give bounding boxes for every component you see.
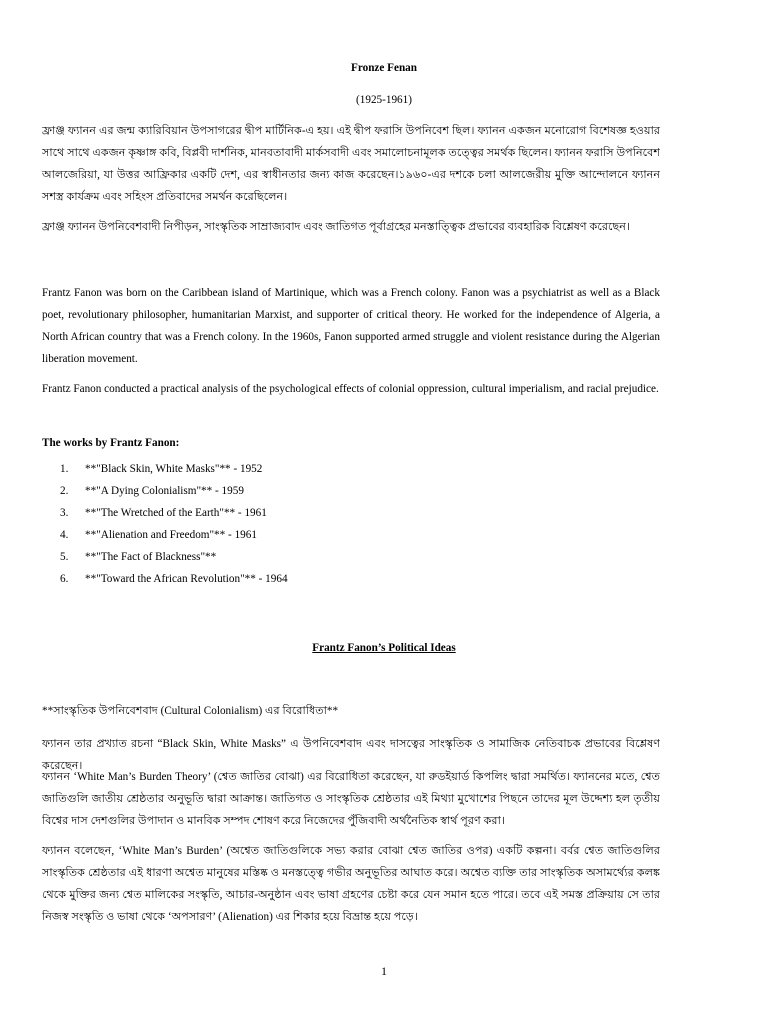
works-heading: The works by Frantz Fanon: [42,437,180,449]
bengali-summary-paragraph: ফ্রাঞ্জ ফ্যানন উপনিবেশবাদী নিপীড়ন, সাংস্কৃতিক সাম্রাজ্যবাদ এবং জাতিগত পূর্বাগ্রহের মনস্তাত্ত্বিক প্রভাবের ব্যবহারিক বিশ্লেষণ করেছেন। [42,221,630,233]
list-text: **"The Fact of Blackness"** [85,551,217,563]
list-text: **"Alienation and Freedom"** - 1961 [85,529,257,541]
bengali-burden-theory-paragraph: ফ্যানন ‘White Man’s Burden Theory’ (শ্বেত জাতির বোঝা) এর বিরোধিতা করেছেন, যা রুডইয়ার্ড কিপলিং দ্বারা সমর্থিত। ফ্যাননের মতে, শ্বেত জাতিগুলি জাতীয় শ্রেষ্ঠতার অনুভূতি দ্বারা আক্রান্ত। জাতিগত ও সাংস্কৃতিক শ্রেষ্ঠতার এই মিথ্যা মুখোশের পিছনে তাদের মূল উদ্দেশ্য হল তৃতীয় বিশ্বের দাস দেশগুলির উপাদান ও মানবিক সম্পদ শোষণ করে নিজেদের পুঁজিবাদী অর্থনৈতিক স্বার্থ পূরণ করা। [42,771,660,827]
list-text: **"Black Skin, White Masks"** - 1952 [85,463,263,475]
political-ideas-heading: Frantz Fanon’s Political Ideas [312,642,456,654]
list-number: 2. [60,485,69,497]
cultural-colonialism-heading: **সাংস্কৃতিক উপনিবেশবাদ (Cultural Colonialism) এর বিরোধিতা** [42,705,339,717]
list-number: 6. [60,573,69,585]
list-text: **"A Dying Colonialism"** - 1959 [85,485,244,497]
list-number: 5. [60,551,69,563]
list-item [60,480,660,502]
list-text: **"The Wretched of the Earth"** - 1961 [85,507,267,519]
bengali-intro-paragraph: ফ্রাঞ্জ ফ্যানন এর জন্ম ক্যারিবিয়ান উপসাগরের দ্বীপ মার্টিনিক-এ হয়। এই দ্বীপ ফরাসি উপনিবেশ ছিল। ফ্যানন একজন মনোরোগ বিশেষজ্ঞ হওয়ার সাথে সাথে একজন কৃষ্ণাঙ্গ কবি, বিপ্লবী দার্শনিক, মানবতাবাদী মার্কসবাদী এবং সমালোচনামূলক তত্ত্বের সমর্থক ছিলেন। ফ্যানন ফরাসি উপনিবেশ আলজেরিয়া, যা উত্তর আফ্রিকার একটি দেশ, এর স্বাধীনতার জন্য কাজ করেছেন।১৯৬০-এর দশকে চলা আলজেরীয় মুক্তি আন্দোলনে ফ্যানন সশস্ত্র কার্যক্রম এবং সহিংস প্রতিবাদের সমর্থন করেছিলেন। [42,125,660,203]
works-list [60,458,660,590]
doc-title: Fronze Fenan [351,62,417,74]
page-number: 1 [381,964,387,978]
list-item [60,524,660,546]
list-text: **"Toward the African Revolution"** - 1964 [85,573,288,585]
list-number: 4. [60,529,69,541]
list-item [60,458,660,480]
english-intro-paragraph: Frantz Fanon was born on the Caribbean island of Martinique, which was a French colony. Fanon was a psychiatrist as well as a Black poet, revolutionary philosopher, humanitarian Marxist, and supporter of critical theory. He worked for the independence of Algeria, a North African country that was a French colony. In the 1960s, Fanon supported armed struggle and violent resistance during the Algerian liberation movement. [42,287,660,365]
english-summary-paragraph: Frantz Fanon conducted a practical analysis of the psychological effects of colonial oppression, cultural imperialism, and racial prejudice. [42,383,659,395]
list-number: 1. [60,463,69,475]
doc-dates: (1925-1961) [356,94,412,106]
list-item [60,568,660,590]
bengali-alienation-paragraph: ফ্যানন বলেছেন, ‘White Man’s Burden’ (অশ্বেত জাতিগুলিকে সভ্য করার বোঝা শ্বেত জাতির ওপর) একটি কল্পনা। বর্বর শ্বেত জাতিগুলির সাংস্কৃতিক শ্রেষ্ঠতার এই ধারণা অশ্বেত মানুষের মস্তিষ্ক ও মনস্তত্ত্বে গভীর অনুভূতির আঘাত করে। অশ্বেত ব্যক্তি তার সাংস্কৃতিক অসামর্থ্যের কলঙ্ক থেকে মুক্তির জন্য শ্বেত মালিকের সংস্কৃতি, আচার-অনুষ্ঠান এবং ভাষা গ্রহণের চেষ্টা করে যেন সমান হতে পারে। তবে এই সমস্ত প্রক্রিয়ায় সে তার নিজস্ব সংস্কৃতি ও ভাষা থেকে ‘অপসারণ’ (Alienation) এর শিকার হয়ে বিভ্রান্ত হয়ে পড়ে। [42,845,660,923]
list-number: 3. [60,507,69,519]
list-item [60,546,660,568]
list-item [60,502,660,524]
bengali-black-skin-paragraph: ফ্যানন তার প্রখ্যাত রচনা “Black Skin, White Masks” এ উপনিবেশবাদ এবং দাসত্বের সাংস্কৃতিক ও সামাজিক নেতিবাচক প্রভাবের বিশ্লেষণ করেছেন। [42,738,660,772]
